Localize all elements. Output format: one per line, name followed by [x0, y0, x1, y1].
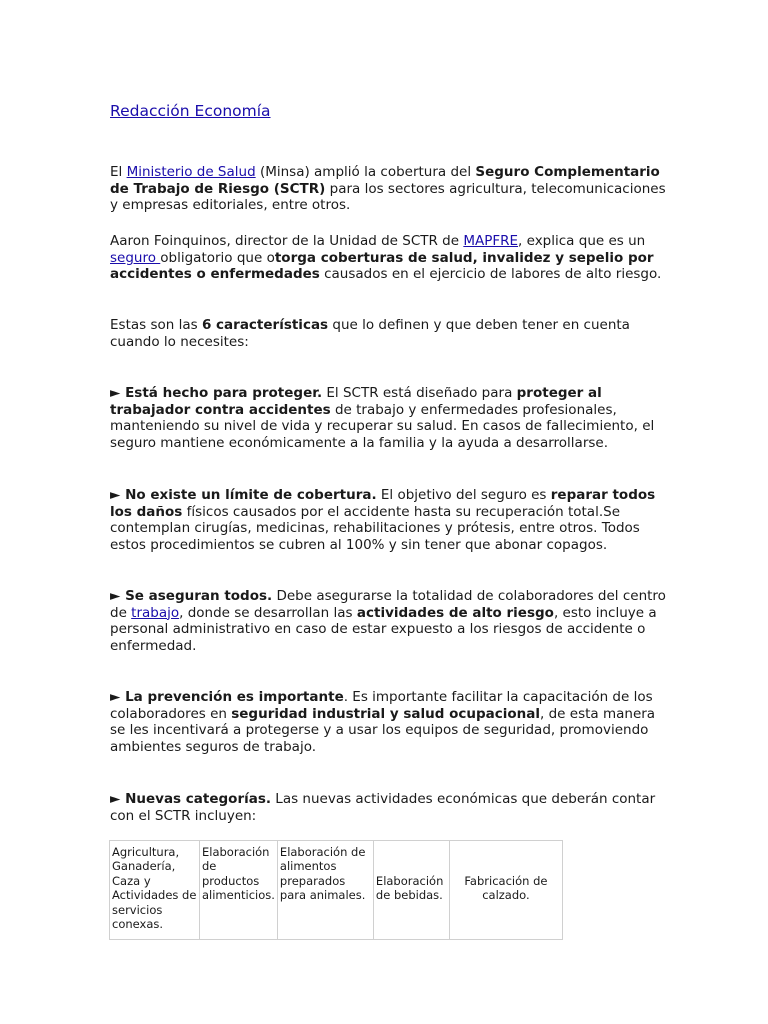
- s4-heading: ► La prevención es importante: [110, 689, 344, 705]
- section-proteger: [110, 385, 670, 451]
- s5-heading: ► Nuevas categorías.: [110, 791, 272, 807]
- p2-text-3: obligatorio que o: [160, 249, 275, 266]
- p1-text-2: (Minsa) amplió la cobertura del: [255, 164, 476, 180]
- characteristics-intro-paragraph: [110, 317, 670, 350]
- s3-text-3: , esto incluye a personal administrativo en caso de estar expuesto a los riesgos de accidente o enfermedad.: [110, 604, 657, 654]
- section-aseguran-todos: [110, 588, 670, 654]
- p1-text-1: El: [110, 164, 127, 180]
- table-cell: Elaboración de bebidas.: [373, 841, 449, 940]
- byline-link[interactable]: Redacción Economía: [110, 102, 271, 120]
- p1-text-3: para los sectores agricultura, telecomunicaciones y empresas editoriales, entre otros.: [110, 180, 666, 214]
- table-row: [110, 841, 563, 940]
- s5-text-1: Las nuevas actividades económicas que deberán contar con el SCTR incluyen:: [110, 791, 656, 824]
- p3-text-2: que lo definen y que deben tener en cuenta cuando lo necesites:: [110, 317, 630, 350]
- s2-bold-2: reparar todos los daños: [110, 487, 656, 520]
- p2-bold-1: torga coberturas de salud, invalidez y sepelio por accidentes o enfermedades: [110, 249, 654, 283]
- mapfre-link[interactable]: MAPFRE: [463, 233, 519, 249]
- p3-text-1: Estas son las: [110, 317, 202, 333]
- table-cell: Elaboración de productos alimenticios.: [200, 841, 278, 940]
- table-cell: Fabricación de calzado.: [449, 841, 562, 940]
- s1-text-2: de trabajo y enfermedades profesionales, manteniendo su nivel de vida y recuperar su salud. En casos de fallecimiento, el seguro mantiene económicamente a la familia y la ayuda a desarrollarse.: [110, 401, 655, 451]
- s3-bold-2: actividades de alto riesgo: [356, 604, 554, 621]
- s2-heading: ► No existe un límite de cobertura.: [110, 487, 377, 503]
- s3-heading: ► Se aseguran todos.: [110, 588, 273, 604]
- s3-text-2: , donde se desarrollan las: [179, 604, 357, 621]
- seguro-link[interactable]: seguro: [110, 249, 161, 266]
- p3-bold-1: 6 características: [201, 317, 329, 333]
- s2-text-2: físicos causados por el accidente hasta su recuperación total.Se contemplan cirugías, medicinas, rehabilitaciones y prótesis, entre otros. Todos estos procedimientos se cubren al 100% y sin tener que abonar copagos.: [110, 503, 640, 553]
- s2-text-1: El objetivo del seguro es: [376, 487, 551, 503]
- p2-text-2: , explica que es un: [518, 233, 646, 249]
- section-prevencion: [110, 689, 670, 755]
- table-cell: Elaboración de alimentos preparados para animales.: [277, 841, 373, 940]
- s3-text-1: Debe asegurarse la totalidad de colaboradores del centro de: [110, 588, 666, 621]
- intro-paragraph: [110, 164, 670, 214]
- section-nuevas-categorias: [110, 791, 670, 824]
- ministerio-salud-link[interactable]: Ministerio de Salud: [126, 164, 256, 180]
- table-cell: Agricultura, Ganadería, Caza y Actividades de servicios conexas.: [110, 841, 200, 940]
- s4-text-1: . Es importante facilitar la capacitación de los colaboradores en: [110, 689, 653, 722]
- categories-table: [109, 840, 563, 940]
- p2-text-4: causados en el ejercicio de labores de alto riesgo.: [319, 266, 662, 283]
- director-paragraph: [110, 233, 670, 283]
- p2-text-1: Aaron Foinquinos, director de la Unidad de SCTR de: [110, 233, 464, 249]
- s1-text-1: El SCTR está diseñado para: [322, 385, 517, 401]
- s4-text-2: , de esta manera se les incentivará a protegerse y a usar los equipos de seguridad, promoviendo ambientes seguros de trabajo.: [110, 705, 656, 755]
- s4-bold-2: seguridad industrial y salud ocupacional: [231, 705, 541, 722]
- section-limite-cobertura: [110, 487, 670, 553]
- p1-bold-1: Seguro Complementario de Trabajo de Riesgo (SCTR): [110, 164, 660, 197]
- trabajo-link[interactable]: trabajo: [131, 604, 180, 621]
- s1-bold-2: proteger al trabajador contra accidentes: [110, 385, 602, 418]
- s1-heading: ► Está hecho para proteger.: [110, 385, 323, 401]
